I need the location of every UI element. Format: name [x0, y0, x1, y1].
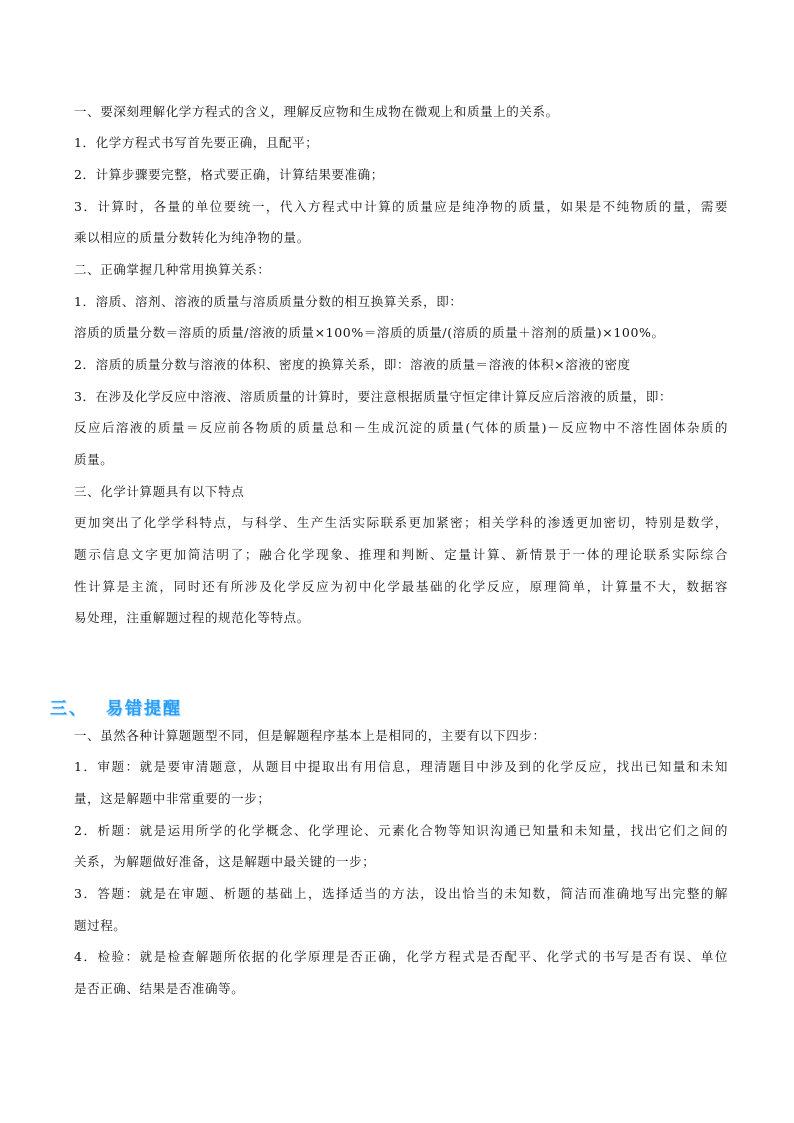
section3-line-3: 性计算是主流，同时还有所涉及化学反应为初中化学最基础的化学反应，原理简单，计算量不大，数据容	[74, 579, 728, 594]
section2-point-3-line1: 反应后溶液的质量＝反应前各物质的质量总和－生成沉淀的质量(气体的质量)－反应物中不溶性固体杂质的	[74, 420, 728, 435]
step-4-line1: 4．检验：就是检查解题所依据的化学原理是否正确，化学方程式是否配平、化学式的书写是否有误、单位	[74, 949, 728, 964]
step-4-line2: 是否正确、结果是否准确等。	[74, 981, 245, 996]
section4-intro: 一、虽然各种计算题题型不同，但是解题程序基本上是相同的，主要有以下四步：	[74, 728, 546, 743]
section1-point-3-line2: 乘以相应的质量分数转化为纯净物的量。	[74, 230, 310, 245]
step-3-line2: 题过程。	[74, 918, 127, 933]
section2-point-3: 3．在涉及化学反应中溶液、溶质质量的计算时，要注意根据质量守恒定律计算反应后溶液的质量，即：	[74, 389, 673, 404]
section1-intro: 一、要深刻理解化学方程式的含义，理解反应物和生成物在微观上和质量上的关系。	[74, 104, 559, 119]
heading-number: 三、	[50, 699, 88, 719]
step-2-line2: 关系，为解题做好准备，这是解题中最关键的一步；	[74, 854, 376, 869]
step-3-line1: 3．答题：就是在审题、析题的基础上，选择适当的方法，设出恰当的未知数，简洁而准确地写出完整的解	[74, 886, 728, 901]
section1-point-1: 1．化学方程式书写首先要正确，且配平；	[74, 135, 319, 150]
section-heading	[50, 698, 182, 720]
section1-point-3-line1: 3．计算时，各量的单位要统一，代入方程式中计算的质量应是纯净物的质量，如果是不纯物质的量，需要	[74, 199, 728, 214]
section2-formula: 溶质的质量分数＝溶质的质量/溶液的质量×100%＝溶质的质量/(溶质的质量＋溶剂的质量)×100%。	[74, 325, 665, 340]
step-2-line1: 2．析题：就是运用所学的化学概念、化学理论、元素化合物等知识沟通已知量和未知量，找出它们之间的	[74, 823, 728, 838]
section3-line-1: 更加突出了化学学科特点，与科学、生产生活实际联系更加紧密；相关学科的渗透更加密切，特别是数学，	[74, 515, 728, 530]
step-1-line1: 1．审题：就是要审清题意，从题目中提取出有用信息，理清题目中涉及到的化学反应，找出已知量和未知	[74, 759, 728, 774]
section2-point-3-line2: 质量。	[74, 452, 114, 467]
section2-point-1: 1．溶质、溶剂、溶液的质量与溶质质量分数的相互换算关系，即：	[74, 294, 463, 309]
heading-title: 易错提醒	[106, 699, 182, 719]
section2-point-2: 2．溶质的质量分数与溶液的体积、密度的换算关系，即：溶液的质量＝溶液的体积×溶液的密度	[74, 357, 631, 372]
section3-line-4: 易处理，注重解题过程的规范化等特点。	[74, 610, 310, 625]
section3-intro: 三、化学计算题具有以下特点	[74, 484, 245, 499]
section3-line-2: 题示信息文字更加简洁明了；融合化学现象、推理和判断、定量计算、新情景于一体的理论联系实际综合	[74, 547, 728, 562]
section2-intro: 二、正确掌握几种常用换算关系：	[74, 262, 271, 277]
section1-point-2: 2．计算步骤要完整，格式要正确，计算结果要准确；	[74, 167, 384, 182]
step-1-line2: 量，这是解题中非常重要的一步；	[74, 791, 271, 806]
